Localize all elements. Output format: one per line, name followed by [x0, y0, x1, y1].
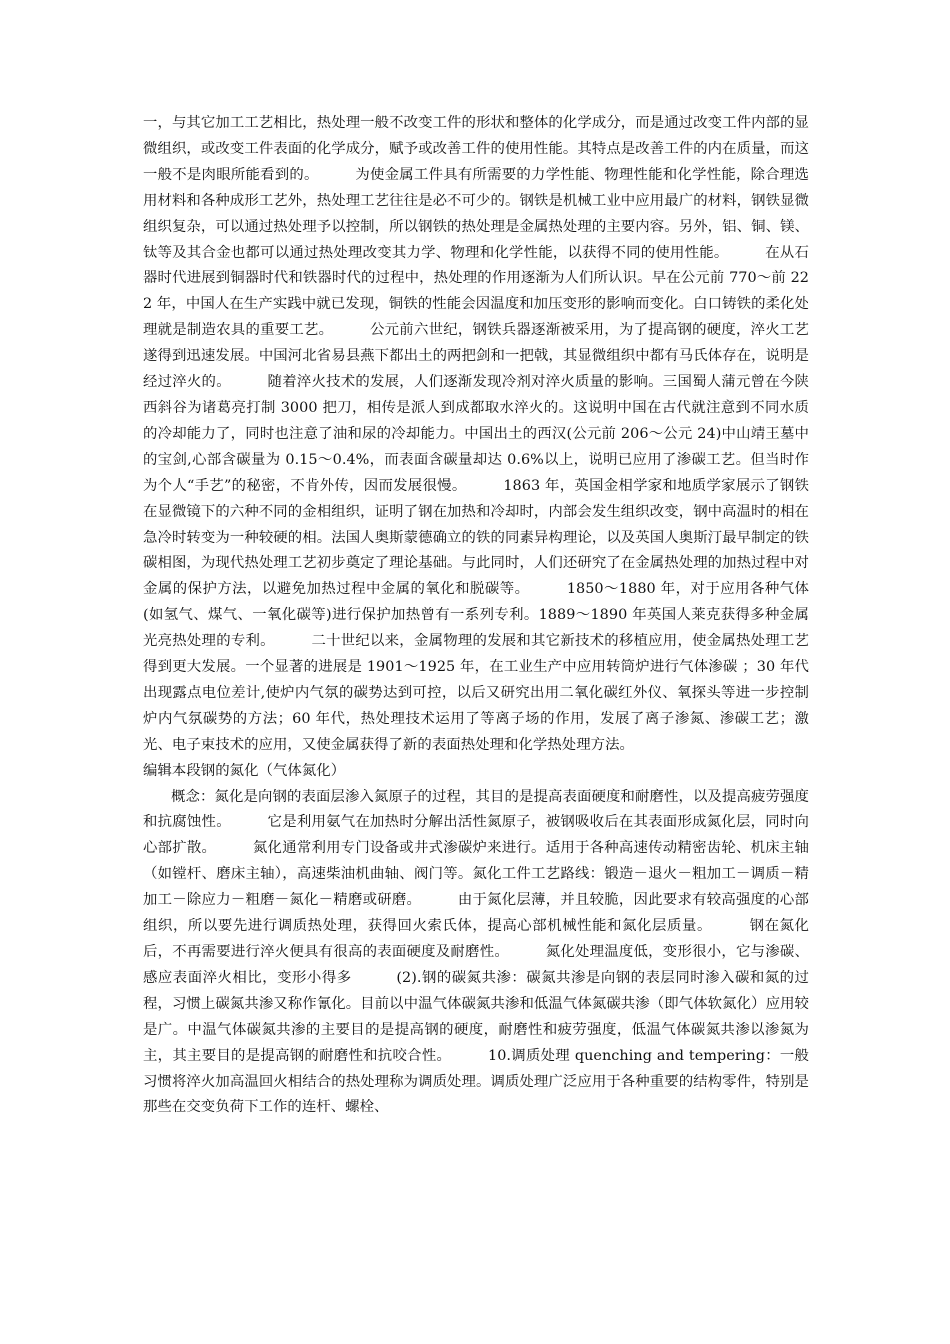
- intro-paragraph: 一，与其它加工工艺相比，热处理一般不改变工件的形状和整体的化学成分，而是通过改变工件内部的显微组织，或改变工件表面的化学成分，赋予或改善工件的使用性能。其特点是改善工件的内在质量，而这一般不是肉眼所能看到的。 为使金属工件具有所需要的力学性能、物理性能和化学性能，除合理选用材料和各种成形工艺外，热处理工艺往往是必不可少的。钢铁是机械工业中应用最广的材料，钢铁显微组织复杂，可以通过热处理予以控制，所以钢铁的热处理是金属热处理的主要内容。另外，铝、铜、镁、钛等及其合金也都可以通过热处理改变其力学、物理和化学性能，以获得不同的使用性能。 在从石器时代进展到铜器时代和铁器时代的过程中，热处理的作用逐渐为人们所认识。早在公元前 770～前 222 年，中国人在生产实践中就已发现，铜铁的性能会因温度和加压变形的影响而变化。白口铸铁的柔化处理就是制造农具的重要工艺。 公元前六世纪，钢铁兵器逐渐被采用，为了提高钢的硬度，淬火工艺遂得到迅速发展。中国河北省易县燕下都出土的两把剑和一把戟，其显微组织中都有马氏体存在，说明是经过淬火的。 随着淬火技术的发展，人们逐渐发现冷剂对淬火质量的影响。三国蜀人蒲元曾在今陕西斜谷为诸葛亮打制 3000 把刀，相传是派人到成都取水淬火的。这说明中国在古代就注意到不同水质的冷却能力了，同时也注意了油和尿的冷却能力。中国出土的西汉(公元前 206～公元 24)中山靖王墓中的宝剑,心部含碳量为 0.15～0.4%，而表面含碳量却达 0.6%以上，说明已应用了渗碳工艺。但当时作为个人“手艺”的秘密，不肯外传，因而发展很慢。 1863 年，英国金相学家和地质学家展示了钢铁在显微镜下的六种不同的金相组织，证明了钢在加热和冷却时，内部会发生组织改变，钢中高温时的相在急冷时转变为一种较硬的相。法国人奥斯蒙德确立的铁的同素异构理论，以及英国人奥斯汀最早制定的铁碳相图，为现代热处理工艺初步奠定了理论基础。与此同时，人们还研究了在金属热处理的加热过程中对金属的保护方法，以避免加热过程中金属的氧化和脱碳等。 1850～1880 年，对于应用各种气体(如氢气、煤气、一氧化碳等)进行保护加热曾有一系列专利。1889～1890 年英国人莱克获得多种金属光亮热处理的专利。 二十世纪以来，金属物理的发展和其它新技术的移植应用，使金属热处理工艺得到更大发展。一个显著的进展是 1901～1925 年，在工业生产中应用转筒炉进行气体渗碳 ；30 年代出现露点电位差计,使炉内气氛的碳势达到可控，以后又研究出用二氧化碳红外仪、氧探头等进一步控制炉内气氛碳势的方法；60 年代，热处理技术运用了等离子场的作用，发展了离子渗氮、渗碳工艺；激光、电子束技术的应用，又使金属获得了新的表面热处理和化学热处理方法。: [143, 115, 809, 753]
- document-body: [143, 111, 809, 1121]
- section-heading-nitriding: 编辑本段钢的氮化（气体氮化）: [143, 762, 346, 779]
- nitriding-paragraph: 概念：氮化是向钢的表面层渗入氮原子的过程，其目的是提高表面硬度和耐磨性，以及提高疲劳强度和抗腐蚀性。 它是利用氨气在加热时分解出活性氮原子，被钢吸收后在其表面形成氮化层，同时向心部扩散。 氮化通常利用专门设备或井式渗碳炉来进行。适用于各种高速传动精密齿轮、机床主轴（如镗杆、磨床主轴），高速柴油机曲轴、阀门等。氮化工件工艺路线：锻造－退火－粗加工－调质－精加工－除应力－粗磨－氮化－精磨或研磨。 由于氮化层薄，并且较脆，因此要求有较高强度的心部组织，所以要先进行调质热处理，获得回火索氏体，提高心部机械性能和氮化层质量。 钢在氮化后，不再需要进行淬火便具有很高的表面硬度及耐磨性。 氮化处理温度低，变形很小，它与渗碳、感应表面淬火相比，变形小得多 (2).钢的碳氮共渗：碳氮共渗是向钢的表层同时渗入碳和氮的过程，习惯上碳氮共渗又称作氰化。目前以中温气体碳氮共渗和低温气体氮碳共渗（即气体软氮化）应用较是广。中温气体碳氮共渗的主要目的是提高钢的硬度，耐磨性和疲劳强度，低温气体碳氮共渗以渗氮为主，其主要目的是提高钢的耐磨性和抗咬合性。 10.调质处理 quenching and tempering：一般习惯将淬火加高温回火相结合的热处理称为调质处理。调质处理广泛应用于各种重要的结构零件，特别是那些在交变负荷下工作的连杆、螺栓、: [143, 788, 809, 1116]
